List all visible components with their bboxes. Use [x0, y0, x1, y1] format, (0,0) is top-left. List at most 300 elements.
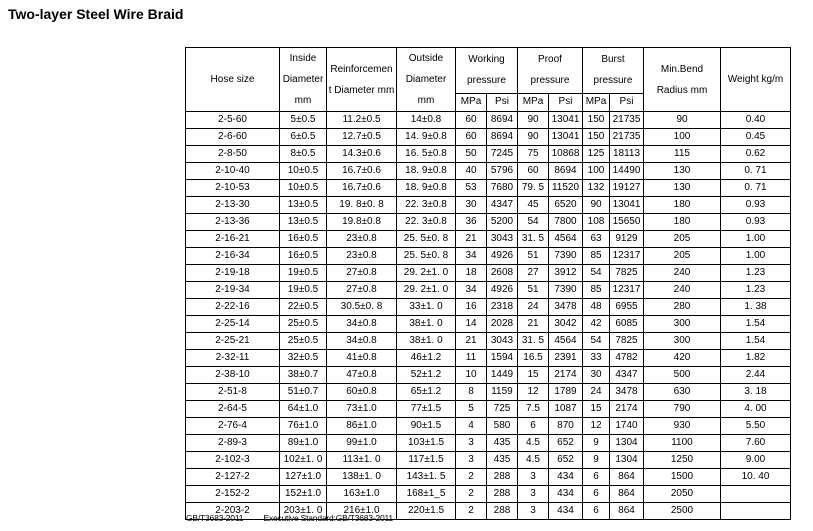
cell-burst-psi: 18113 — [610, 146, 644, 163]
cell-hose-size: 2-203-2 — [186, 503, 280, 520]
table-row — [186, 129, 791, 146]
cell-min-bend-radius: 300 — [644, 333, 721, 350]
cell-proof-mpa: 12 — [518, 384, 549, 401]
cell-min-bend-radius: 420 — [644, 350, 721, 367]
cell-proof-mpa: 3 — [518, 469, 549, 486]
table-row — [186, 180, 791, 197]
cell-inside-diameter: 22±0.5 — [280, 299, 327, 316]
cell-outside-diameter: 52±1.2 — [397, 367, 456, 384]
cell-weight: 1.54 — [721, 316, 791, 333]
cell-burst-mpa: 85 — [583, 248, 610, 265]
cell-weight: 3. 18 — [721, 384, 791, 401]
cell-proof-psi: 2174 — [549, 367, 583, 384]
cell-working-mpa: 30 — [456, 197, 487, 214]
cell-proof-psi: 2391 — [549, 350, 583, 367]
cell-working-mpa: 14 — [456, 316, 487, 333]
cell-weight: 0.40 — [721, 112, 791, 129]
cell-outside-diameter: 65±1.2 — [397, 384, 456, 401]
cell-burst-mpa: 6 — [583, 486, 610, 503]
cell-weight: 1.00 — [721, 248, 791, 265]
cell-inside-diameter: 127±1.0 — [280, 469, 327, 486]
cell-reinforcement-diameter: 19.8±0.8 — [327, 214, 397, 231]
cell-min-bend-radius: 2050 — [644, 486, 721, 503]
table-row — [186, 163, 791, 180]
table-body — [186, 112, 791, 520]
cell-working-psi: 5200 — [487, 214, 518, 231]
cell-weight: 2.44 — [721, 367, 791, 384]
cell-working-psi: 8694 — [487, 129, 518, 146]
cell-proof-psi: 652 — [549, 435, 583, 452]
cell-burst-psi: 3478 — [610, 384, 644, 401]
cell-min-bend-radius: 205 — [644, 231, 721, 248]
cell-proof-psi: 1789 — [549, 384, 583, 401]
cell-min-bend-radius: 180 — [644, 214, 721, 231]
cell-hose-size: 2-22-16 — [186, 299, 280, 316]
cell-hose-size: 2-5-60 — [186, 112, 280, 129]
header-proof-pressure: Proof pressure — [518, 48, 583, 94]
cell-burst-mpa: 6 — [583, 503, 610, 520]
cell-outside-diameter: 220±1.5 — [397, 503, 456, 520]
cell-reinforcement-diameter: 34±0.8 — [327, 333, 397, 350]
header-hose-size: Hose size — [186, 48, 280, 112]
cell-burst-psi: 13041 — [610, 197, 644, 214]
cell-weight: 1.82 — [721, 350, 791, 367]
cell-inside-diameter: 76±1.0 — [280, 418, 327, 435]
cell-weight: 10. 40 — [721, 469, 791, 486]
cell-burst-psi: 1740 — [610, 418, 644, 435]
table-row — [186, 282, 791, 299]
cell-working-psi: 435 — [487, 435, 518, 452]
cell-working-mpa: 11 — [456, 350, 487, 367]
cell-outside-diameter: 143±1. 5 — [397, 469, 456, 486]
cell-working-mpa: 34 — [456, 282, 487, 299]
cell-reinforcement-diameter: 12.7±0.5 — [327, 129, 397, 146]
cell-hose-size: 2-10-53 — [186, 180, 280, 197]
cell-burst-mpa: 9 — [583, 452, 610, 469]
cell-weight: 0. 71 — [721, 163, 791, 180]
cell-burst-psi: 12317 — [610, 282, 644, 299]
cell-proof-psi: 434 — [549, 486, 583, 503]
cell-proof-psi: 3042 — [549, 316, 583, 333]
cell-burst-psi: 6955 — [610, 299, 644, 316]
cell-hose-size: 2-8-50 — [186, 146, 280, 163]
cell-reinforcement-diameter: 138±1. 0 — [327, 469, 397, 486]
cell-working-psi: 4347 — [487, 197, 518, 214]
cell-inside-diameter: 16±0.5 — [280, 231, 327, 248]
table-row — [186, 401, 791, 418]
cell-inside-diameter: 5±0.5 — [280, 112, 327, 129]
cell-inside-diameter: 152±1.0 — [280, 486, 327, 503]
cell-working-psi: 3043 — [487, 231, 518, 248]
cell-inside-diameter: 19±0.5 — [280, 282, 327, 299]
cell-burst-mpa: 30 — [583, 367, 610, 384]
cell-burst-mpa: 63 — [583, 231, 610, 248]
cell-proof-mpa: 90 — [518, 129, 549, 146]
cell-proof-mpa: 90 — [518, 112, 549, 129]
cell-hose-size: 2-6-60 — [186, 129, 280, 146]
cell-proof-mpa: 21 — [518, 316, 549, 333]
cell-outside-diameter: 22. 3±0.8 — [397, 197, 456, 214]
cell-min-bend-radius: 1250 — [644, 452, 721, 469]
cell-reinforcement-diameter: 30.5±0. 8 — [327, 299, 397, 316]
cell-proof-mpa: 6 — [518, 418, 549, 435]
cell-proof-psi: 3912 — [549, 265, 583, 282]
cell-burst-mpa: 125 — [583, 146, 610, 163]
cell-outside-diameter: 25. 5±0. 8 — [397, 248, 456, 265]
header-working-mpa: MPa — [456, 93, 487, 111]
cell-reinforcement-diameter: 11.2±0.5 — [327, 112, 397, 129]
cell-reinforcement-diameter: 16.7±0.6 — [327, 163, 397, 180]
cell-min-bend-radius: 90 — [644, 112, 721, 129]
cell-weight: 7.60 — [721, 435, 791, 452]
cell-working-psi: 3043 — [487, 333, 518, 350]
cell-burst-mpa: 12 — [583, 418, 610, 435]
cell-reinforcement-diameter: 73±1.0 — [327, 401, 397, 418]
cell-reinforcement-diameter: 86±1.0 — [327, 418, 397, 435]
cell-working-psi: 725 — [487, 401, 518, 418]
cell-burst-psi: 4347 — [610, 367, 644, 384]
cell-proof-psi: 13041 — [549, 129, 583, 146]
cell-burst-mpa: 48 — [583, 299, 610, 316]
cell-outside-diameter: 46±1.2 — [397, 350, 456, 367]
cell-weight: 0. 71 — [721, 180, 791, 197]
cell-burst-psi: 1304 — [610, 452, 644, 469]
cell-reinforcement-diameter: 34±0.8 — [327, 316, 397, 333]
cell-weight: 1.00 — [721, 231, 791, 248]
cell-outside-diameter: 22. 3±0.8 — [397, 214, 456, 231]
cell-proof-psi: 10868 — [549, 146, 583, 163]
cell-weight: 5.50 — [721, 418, 791, 435]
cell-burst-psi: 7825 — [610, 333, 644, 350]
table-row — [186, 350, 791, 367]
cell-proof-mpa: 3 — [518, 503, 549, 520]
cell-working-mpa: 4 — [456, 418, 487, 435]
cell-working-psi: 2608 — [487, 265, 518, 282]
table-row — [186, 112, 791, 129]
table-row — [186, 418, 791, 435]
cell-outside-diameter: 18. 9±0.8 — [397, 180, 456, 197]
cell-proof-psi: 652 — [549, 452, 583, 469]
cell-inside-diameter: 16±0.5 — [280, 248, 327, 265]
cell-reinforcement-diameter: 23±0.8 — [327, 248, 397, 265]
cell-min-bend-radius: 240 — [644, 282, 721, 299]
cell-working-mpa: 60 — [456, 112, 487, 129]
cell-reinforcement-diameter: 47±0.8 — [327, 367, 397, 384]
cell-proof-psi: 7390 — [549, 248, 583, 265]
cell-proof-mpa: 54 — [518, 214, 549, 231]
cell-proof-psi: 7800 — [549, 214, 583, 231]
cell-reinforcement-diameter: 16.7±0.6 — [327, 180, 397, 197]
header-proof-mpa: MPa — [518, 93, 549, 111]
cell-burst-psi: 14490 — [610, 163, 644, 180]
cell-outside-diameter: 18. 9±0.8 — [397, 163, 456, 180]
table-row — [186, 316, 791, 333]
table-row — [186, 231, 791, 248]
cell-min-bend-radius: 1100 — [644, 435, 721, 452]
cell-working-psi: 288 — [487, 469, 518, 486]
cell-inside-diameter: 38±0.7 — [280, 367, 327, 384]
standard-code: GB/T3683-2011 — [186, 513, 244, 523]
cell-working-mpa: 2 — [456, 503, 487, 520]
cell-proof-mpa: 31. 5 — [518, 333, 549, 350]
cell-reinforcement-diameter: 99±1.0 — [327, 435, 397, 452]
cell-hose-size: 2-25-14 — [186, 316, 280, 333]
cell-proof-mpa: 15 — [518, 367, 549, 384]
cell-hose-size: 2-127-2 — [186, 469, 280, 486]
hose-spec-table — [185, 47, 791, 520]
cell-working-psi: 1594 — [487, 350, 518, 367]
cell-reinforcement-diameter: 113±1. 0 — [327, 452, 397, 469]
cell-outside-diameter: 25. 5±0. 8 — [397, 231, 456, 248]
cell-outside-diameter: 14±0.8 — [397, 112, 456, 129]
cell-proof-mpa: 16.5 — [518, 350, 549, 367]
table-row — [186, 265, 791, 282]
cell-working-psi: 580 — [487, 418, 518, 435]
cell-burst-mpa: 100 — [583, 163, 610, 180]
cell-proof-psi: 870 — [549, 418, 583, 435]
cell-hose-size: 2-19-18 — [186, 265, 280, 282]
cell-reinforcement-diameter: 216±1.0 — [327, 503, 397, 520]
cell-burst-psi: 864 — [610, 469, 644, 486]
cell-hose-size: 2-51-8 — [186, 384, 280, 401]
cell-proof-psi: 4564 — [549, 333, 583, 350]
cell-min-bend-radius: 130 — [644, 180, 721, 197]
cell-working-psi: 2028 — [487, 316, 518, 333]
cell-outside-diameter: 103±1.5 — [397, 435, 456, 452]
cell-outside-diameter: 38±1. 0 — [397, 316, 456, 333]
cell-burst-mpa: 54 — [583, 265, 610, 282]
cell-min-bend-radius: 130 — [644, 163, 721, 180]
cell-weight: 0.93 — [721, 197, 791, 214]
header-reinforcement-diameter: Reinforcemen t Diameter mm — [327, 48, 397, 112]
cell-min-bend-radius: 2500 — [644, 503, 721, 520]
cell-weight: 1.54 — [721, 333, 791, 350]
cell-burst-psi: 2174 — [610, 401, 644, 418]
cell-hose-size: 2-19-34 — [186, 282, 280, 299]
cell-min-bend-radius: 630 — [644, 384, 721, 401]
cell-burst-mpa: 54 — [583, 333, 610, 350]
cell-working-psi: 7245 — [487, 146, 518, 163]
cell-burst-psi: 21735 — [610, 129, 644, 146]
cell-burst-mpa: 108 — [583, 214, 610, 231]
cell-working-psi: 4926 — [487, 282, 518, 299]
cell-reinforcement-diameter: 27±0.8 — [327, 282, 397, 299]
cell-working-mpa: 60 — [456, 129, 487, 146]
cell-burst-psi: 21735 — [610, 112, 644, 129]
cell-weight: 1.23 — [721, 282, 791, 299]
header-inside-diameter: Inside Diameter mm — [280, 48, 327, 112]
cell-burst-psi: 7825 — [610, 265, 644, 282]
cell-hose-size: 2-13-30 — [186, 197, 280, 214]
cell-working-psi: 288 — [487, 503, 518, 520]
cell-proof-mpa: 31. 5 — [518, 231, 549, 248]
header-proof-psi: Psi — [549, 93, 583, 111]
cell-weight: 0.45 — [721, 129, 791, 146]
header-burst-pressure: Burst pressure — [583, 48, 644, 94]
cell-working-psi: 2318 — [487, 299, 518, 316]
table-row — [186, 384, 791, 401]
cell-proof-psi: 13041 — [549, 112, 583, 129]
table-row — [186, 486, 791, 503]
cell-weight — [721, 486, 791, 503]
cell-reinforcement-diameter: 19. 8±0. 8 — [327, 197, 397, 214]
cell-burst-psi: 864 — [610, 503, 644, 520]
cell-hose-size: 2-38-10 — [186, 367, 280, 384]
cell-working-mpa: 34 — [456, 248, 487, 265]
cell-inside-diameter: 10±0.5 — [280, 180, 327, 197]
cell-burst-mpa: 150 — [583, 129, 610, 146]
page-title: Two-layer Steel Wire Braid — [8, 6, 184, 22]
cell-reinforcement-diameter: 27±0.8 — [327, 265, 397, 282]
cell-burst-mpa: 132 — [583, 180, 610, 197]
cell-min-bend-radius: 500 — [644, 367, 721, 384]
cell-inside-diameter: 25±0.5 — [280, 316, 327, 333]
cell-weight: 9.00 — [721, 452, 791, 469]
cell-min-bend-radius: 205 — [644, 248, 721, 265]
cell-hose-size: 2-102-3 — [186, 452, 280, 469]
cell-working-mpa: 18 — [456, 265, 487, 282]
cell-proof-psi: 7390 — [549, 282, 583, 299]
cell-min-bend-radius: 280 — [644, 299, 721, 316]
cell-inside-diameter: 102±1. 0 — [280, 452, 327, 469]
executive-standard: Executive Standard:GB/T3683-2011 — [263, 513, 393, 523]
cell-proof-psi: 3478 — [549, 299, 583, 316]
cell-working-psi: 5796 — [487, 163, 518, 180]
cell-outside-diameter: 14. 9±0.8 — [397, 129, 456, 146]
cell-proof-mpa: 3 — [518, 486, 549, 503]
cell-weight: 1.23 — [721, 265, 791, 282]
table-row — [186, 214, 791, 231]
cell-inside-diameter: 25±0.5 — [280, 333, 327, 350]
cell-weight: 4. 00 — [721, 401, 791, 418]
cell-burst-mpa: 6 — [583, 469, 610, 486]
cell-hose-size: 2-25-21 — [186, 333, 280, 350]
cell-reinforcement-diameter: 23±0.8 — [327, 231, 397, 248]
header-burst-psi: Psi — [610, 93, 644, 111]
table-row — [186, 197, 791, 214]
cell-proof-mpa: 60 — [518, 163, 549, 180]
header-min-bend-radius: Min.Bend Radius mm — [644, 48, 721, 112]
cell-proof-mpa: 7.5 — [518, 401, 549, 418]
cell-burst-mpa: 15 — [583, 401, 610, 418]
cell-proof-psi: 6520 — [549, 197, 583, 214]
cell-burst-mpa: 150 — [583, 112, 610, 129]
cell-working-mpa: 40 — [456, 163, 487, 180]
cell-working-mpa: 50 — [456, 146, 487, 163]
header-burst-mpa: MPa — [583, 93, 610, 111]
cell-working-psi: 1449 — [487, 367, 518, 384]
cell-hose-size: 2-13-36 — [186, 214, 280, 231]
table-row — [186, 469, 791, 486]
cell-proof-psi: 11520 — [549, 180, 583, 197]
cell-burst-mpa: 90 — [583, 197, 610, 214]
cell-burst-psi: 19127 — [610, 180, 644, 197]
cell-inside-diameter: 51±0.7 — [280, 384, 327, 401]
cell-working-psi: 288 — [487, 486, 518, 503]
cell-min-bend-radius: 790 — [644, 401, 721, 418]
cell-proof-psi: 434 — [549, 503, 583, 520]
cell-inside-diameter: 13±0.5 — [280, 197, 327, 214]
cell-outside-diameter: 77±1.5 — [397, 401, 456, 418]
cell-proof-mpa: 24 — [518, 299, 549, 316]
cell-working-psi: 435 — [487, 452, 518, 469]
cell-burst-psi: 864 — [610, 486, 644, 503]
cell-burst-mpa: 9 — [583, 435, 610, 452]
cell-outside-diameter: 90±1.5 — [397, 418, 456, 435]
table-row — [186, 146, 791, 163]
cell-proof-mpa: 75 — [518, 146, 549, 163]
cell-working-mpa: 8 — [456, 384, 487, 401]
cell-inside-diameter: 13±0.5 — [280, 214, 327, 231]
cell-reinforcement-diameter: 14.3±0.6 — [327, 146, 397, 163]
cell-working-mpa: 3 — [456, 435, 487, 452]
cell-hose-size: 2-89-3 — [186, 435, 280, 452]
cell-hose-size: 2-152-2 — [186, 486, 280, 503]
cell-proof-mpa: 51 — [518, 248, 549, 265]
cell-burst-mpa: 42 — [583, 316, 610, 333]
cell-burst-psi: 4782 — [610, 350, 644, 367]
cell-proof-psi: 434 — [549, 469, 583, 486]
header-working-psi: Psi — [487, 93, 518, 111]
header-outside-diameter: Outside Diameter mm — [397, 48, 456, 112]
cell-proof-mpa: 79. 5 — [518, 180, 549, 197]
cell-hose-size: 2-16-34 — [186, 248, 280, 265]
cell-min-bend-radius: 930 — [644, 418, 721, 435]
cell-outside-diameter: 33±1. 0 — [397, 299, 456, 316]
cell-working-psi: 8694 — [487, 112, 518, 129]
cell-working-mpa: 5 — [456, 401, 487, 418]
cell-proof-psi: 4564 — [549, 231, 583, 248]
cell-hose-size: 2-32-11 — [186, 350, 280, 367]
cell-inside-diameter: 32±0.5 — [280, 350, 327, 367]
table-row — [186, 299, 791, 316]
table-row — [186, 248, 791, 265]
cell-inside-diameter: 10±0.5 — [280, 163, 327, 180]
cell-reinforcement-diameter: 163±1.0 — [327, 486, 397, 503]
cell-burst-mpa: 85 — [583, 282, 610, 299]
cell-working-psi: 7680 — [487, 180, 518, 197]
cell-burst-psi: 6085 — [610, 316, 644, 333]
cell-inside-diameter: 19±0.5 — [280, 265, 327, 282]
cell-proof-psi: 8694 — [549, 163, 583, 180]
cell-hose-size: 2-76-4 — [186, 418, 280, 435]
cell-hose-size: 2-10-40 — [186, 163, 280, 180]
cell-working-mpa: 2 — [456, 486, 487, 503]
cell-working-mpa: 10 — [456, 367, 487, 384]
table-row — [186, 367, 791, 384]
cell-min-bend-radius: 180 — [644, 197, 721, 214]
cell-weight: 0.62 — [721, 146, 791, 163]
cell-burst-psi: 15650 — [610, 214, 644, 231]
cell-working-mpa: 21 — [456, 231, 487, 248]
table-row — [186, 333, 791, 350]
cell-inside-diameter: 64±1.0 — [280, 401, 327, 418]
cell-min-bend-radius: 100 — [644, 129, 721, 146]
cell-min-bend-radius: 1500 — [644, 469, 721, 486]
cell-proof-mpa: 27 — [518, 265, 549, 282]
cell-proof-mpa: 51 — [518, 282, 549, 299]
table-row — [186, 435, 791, 452]
cell-working-mpa: 53 — [456, 180, 487, 197]
cell-working-psi: 4926 — [487, 248, 518, 265]
cell-working-mpa: 21 — [456, 333, 487, 350]
cell-weight: 1. 38 — [721, 299, 791, 316]
cell-working-mpa: 2 — [456, 469, 487, 486]
cell-inside-diameter: 8±0.5 — [280, 146, 327, 163]
cell-proof-mpa: 45 — [518, 197, 549, 214]
table-row — [186, 452, 791, 469]
cell-burst-mpa: 33 — [583, 350, 610, 367]
